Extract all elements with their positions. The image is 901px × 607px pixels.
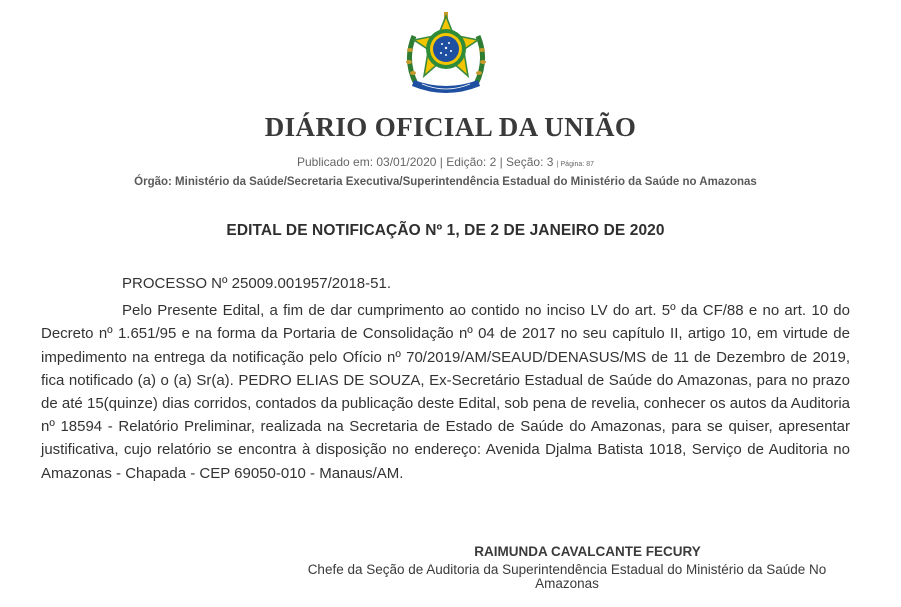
publication-details: Publicado em: 03/01/2020 | Edição: 2 | Seção: 3	[297, 155, 554, 169]
process-number: PROCESSO Nº 25009.001957/2018-51.	[122, 275, 391, 292]
publication-info	[0, 155, 891, 169]
issuing-organ: Órgão: Ministério da Saúde/Secretaria Executiva/Superintendência Estadual do Ministério da Saúde no Amazonas	[134, 176, 757, 188]
page-number: | Página: 87	[556, 161, 594, 168]
document-body	[41, 272, 850, 485]
document-title: EDITAL DE NOTIFICAÇÃO Nº 1, DE 2 DE JANEIRO DE 2020	[226, 222, 665, 239]
signatory-role: Chefe da Seção de Auditoria da Superintendência Estadual do Ministério da Saúde No Amazonas	[307, 562, 827, 591]
notice-paragraph: Pelo Presente Edital, a fim de dar cumprimento ao contido no inciso LV do art. 5º da CF/88 e no art. 10 do Decreto nº 1.651/95 e na forma da Portaria de Consolidação nº 04 de 2017 no seu capítulo II, artigo 10, em virtude de impedimento na entrega da notificação pelo Ofício nº 70/2019/AM/SEAUD/DENASUS/MS de 11 de Dezembro de 2019, fica notificado (a) o (a) Sr(a). PEDRO ELIAS DE SOUZA, Ex-Secretário Estadual de Saúde do Amazonas, para no prazo de até 15(quinze) dias corridos, contados da publicação deste Edital, sob pena de revelia, conhecer os autos da Auditoria nº 18594 - Relatório Preliminar, realizada na Secretaria de Estado de Saúde do Amazonas, para se quiser, apresentar justificativa, cujo relatório se encontra à disposição no endereço: Avenida Djalma Batista 1018, Serviço de Auditoria no Amazonas - Chapada - CEP 69050-010 - Manaus/AM.	[41, 302, 850, 482]
signatory-name: RAIMUNDA CAVALCANTE FECURY	[474, 544, 701, 559]
masthead-title: DIÁRIO OFICIAL DA UNIÃO	[264, 112, 637, 142]
brazil-coat-of-arms-icon	[402, 10, 490, 96]
